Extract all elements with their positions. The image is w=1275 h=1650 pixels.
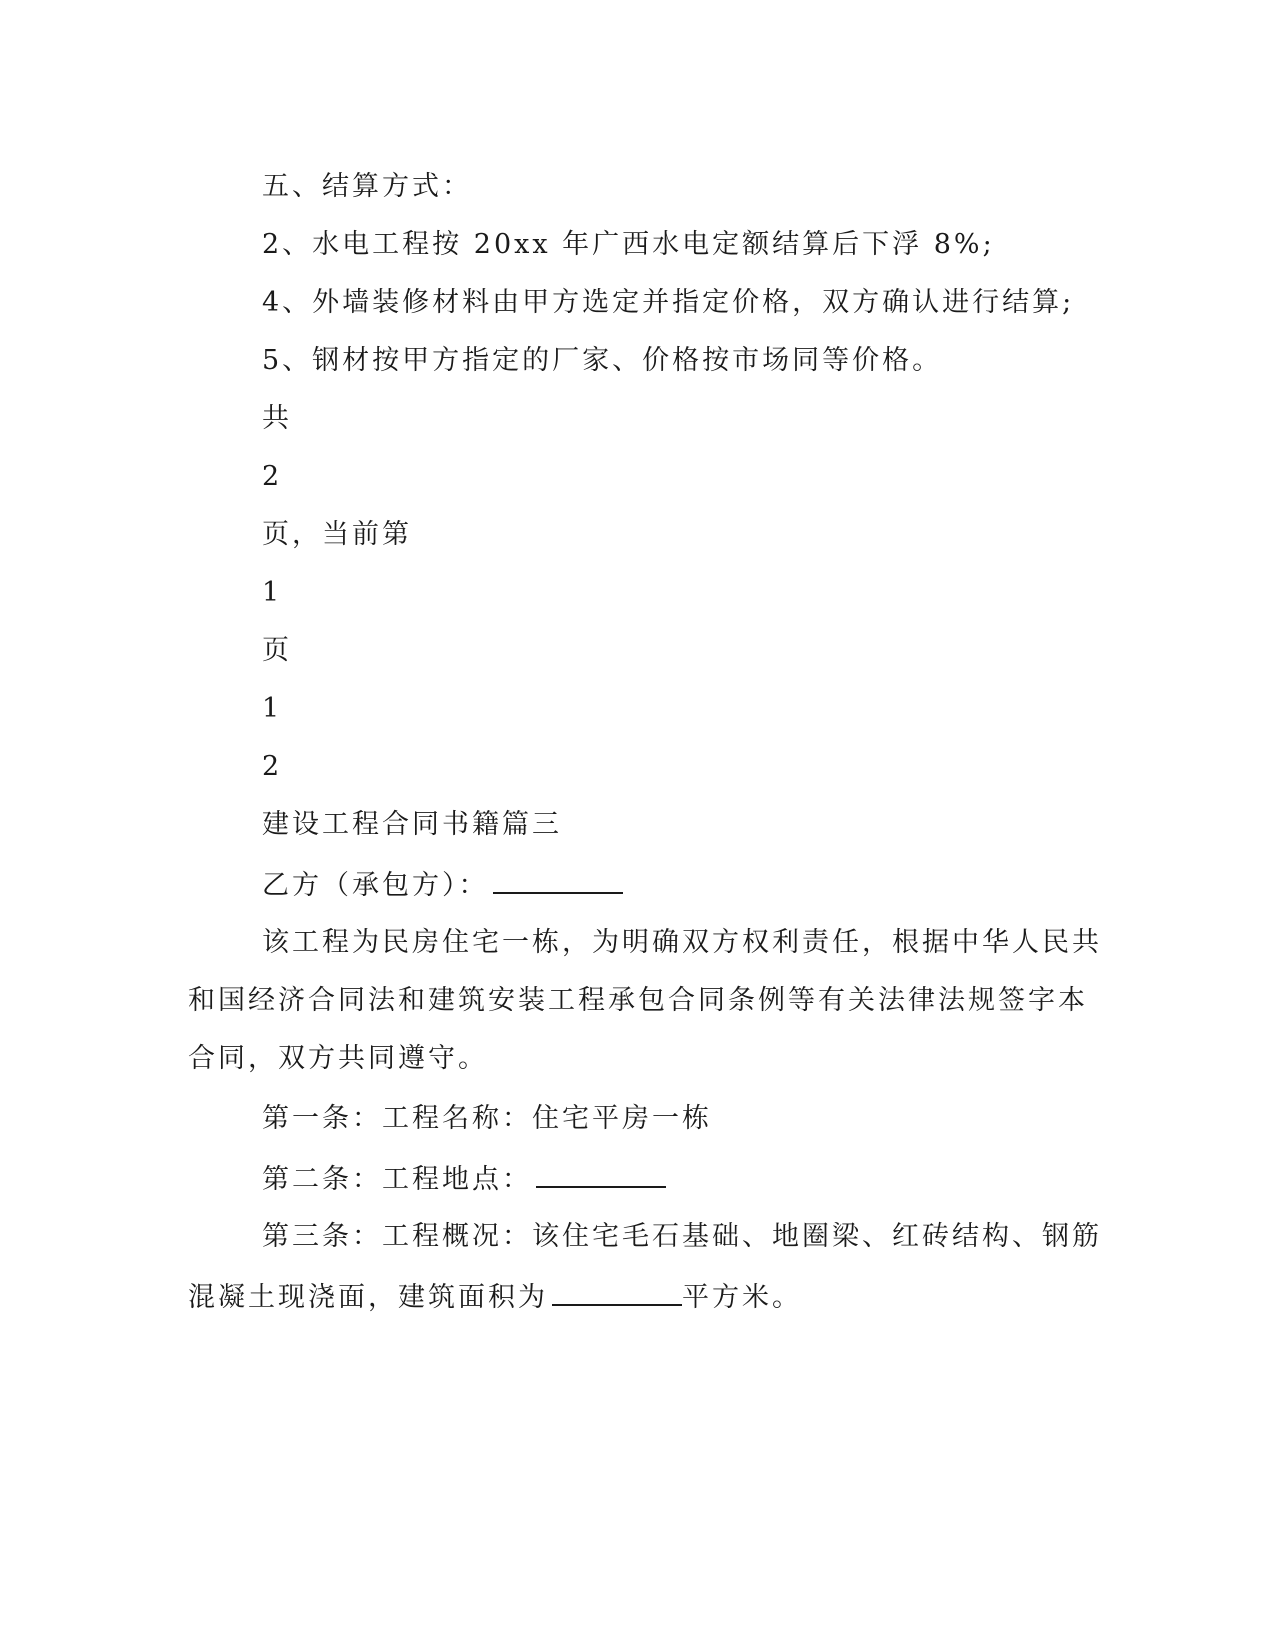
page-link-1: 1 — [262, 693, 283, 724]
party-b-label: 乙方（承包方）： — [262, 870, 489, 901]
article-1: 第一条：工程名称：住宅平房一栋 — [262, 1103, 712, 1134]
page-counter-current-prefix: 页，当前第 — [262, 519, 412, 550]
clause-5: 5、钢材按甲方指定的厂家、价格按市场同等价格。 — [262, 345, 943, 376]
clause-4: 4、外墙装修材料由甲方选定并指定价格，双方确认进行结算; — [262, 287, 1075, 318]
page-counter-current: 1 — [262, 577, 283, 608]
article-3-text: 混凝土现浇面，建筑面积为 — [188, 1282, 548, 1313]
party-b-blank — [493, 866, 623, 894]
section-heading-settlement: 五、结算方式： — [262, 171, 472, 202]
party-b-line — [262, 866, 623, 903]
page-counter-suffix: 页 — [262, 635, 292, 666]
article-3-line-2 — [188, 1278, 802, 1315]
page-counter-total: 2 — [262, 461, 283, 492]
article-2-label: 第二条：工程地点： — [262, 1164, 532, 1195]
page-link-2: 2 — [262, 751, 283, 782]
article-2-blank — [536, 1160, 666, 1188]
page-counter-total-prefix: 共 — [262, 403, 292, 434]
article-2-line — [262, 1160, 666, 1197]
area-blank — [552, 1278, 682, 1306]
area-unit: 平方米。 — [682, 1282, 802, 1313]
clause-2: 2、水电工程按 20xx 年广西水电定额结算后下浮 8%; — [262, 229, 995, 260]
section-title: 建设工程合同书籍篇三 — [262, 809, 562, 840]
intro-paragraph-line-1: 该工程为民房住宅一栋，为明确双方权利责任，根据中华人民共 — [262, 927, 1102, 958]
article-3-line-1: 第三条：工程概况：该住宅毛石基础、地圈梁、红砖结构、钢筋 — [262, 1221, 1102, 1252]
intro-paragraph-line-3: 合同，双方共同遵守。 — [188, 1043, 488, 1074]
intro-paragraph-line-2: 和国经济合同法和建筑安装工程承包合同条例等有关法律法规签字本 — [188, 985, 1088, 1016]
